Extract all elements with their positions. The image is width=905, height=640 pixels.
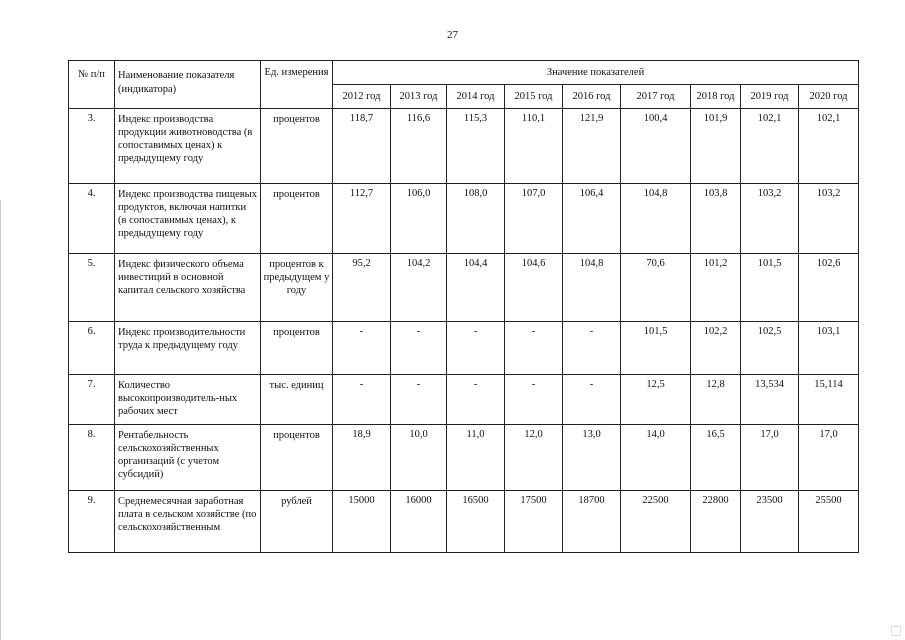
value-cell: 104,2 [391, 254, 447, 322]
table-row [69, 425, 859, 491]
value-cell: - [447, 375, 505, 425]
value-cell: 16500 [447, 491, 505, 553]
value-cell: 18700 [563, 491, 621, 553]
value-cell: 22500 [621, 491, 691, 553]
row-number: 8. [69, 425, 115, 491]
table-row [69, 322, 859, 375]
unit-cell: тыс. единиц [261, 375, 333, 425]
indicator-name: Количество высокопроизводитель-ных рабочих мест [115, 375, 261, 425]
value-cell: 107,0 [505, 184, 563, 254]
value-cell: 23500 [741, 491, 799, 553]
value-cell: 104,8 [621, 184, 691, 254]
header-year: 2015 год [505, 85, 563, 109]
value-cell: - [563, 322, 621, 375]
indicator-name: Индекс производства пищевых продуктов, включая напитки (в сопоставимых ценах), к предыдущему году [115, 184, 261, 254]
indicator-name: Рентабельность сельскохозяйственных организаций (с учетом субсидий) [115, 425, 261, 491]
value-cell: 70,6 [621, 254, 691, 322]
row-number: 5. [69, 254, 115, 322]
value-cell: 17,0 [799, 425, 859, 491]
value-cell: - [333, 375, 391, 425]
table-row [69, 109, 859, 184]
value-cell: - [391, 322, 447, 375]
value-cell: 13,0 [563, 425, 621, 491]
value-cell: 115,3 [447, 109, 505, 184]
value-cell: 25500 [799, 491, 859, 553]
row-number: 4. [69, 184, 115, 254]
value-cell: 12,5 [621, 375, 691, 425]
unit-cell: процентов [261, 322, 333, 375]
page-number: 27 [447, 29, 458, 41]
value-cell: 11,0 [447, 425, 505, 491]
value-cell: 15000 [333, 491, 391, 553]
value-cell: 104,6 [505, 254, 563, 322]
row-number: 9. [69, 491, 115, 553]
header-year: 2016 год [563, 85, 621, 109]
indicators-table [68, 60, 859, 553]
value-cell: 116,6 [391, 109, 447, 184]
row-number: 3. [69, 109, 115, 184]
value-cell: 10,0 [391, 425, 447, 491]
unit-cell: процентов к предыдущем у году [261, 254, 333, 322]
value-cell: 112,7 [333, 184, 391, 254]
value-cell: 102,1 [741, 109, 799, 184]
value-cell: 118,7 [333, 109, 391, 184]
value-cell: 14,0 [621, 425, 691, 491]
header-year: 2013 год [391, 85, 447, 109]
value-cell: - [447, 322, 505, 375]
row-number: 6. [69, 322, 115, 375]
value-cell: 95,2 [333, 254, 391, 322]
table-row [69, 184, 859, 254]
header-year: 2018 год [691, 85, 741, 109]
header-year: 2017 год [621, 85, 691, 109]
corner-mark [891, 626, 901, 636]
page-edge-shadow [0, 200, 1, 640]
value-cell: - [391, 375, 447, 425]
header-num: № п/п [69, 61, 115, 109]
table-row [69, 491, 859, 553]
table-body [69, 109, 859, 553]
row-number: 7. [69, 375, 115, 425]
table-row [69, 375, 859, 425]
value-cell: 16,5 [691, 425, 741, 491]
value-cell: 103,8 [691, 184, 741, 254]
header-name: Наименование показателя (индикатора) [115, 61, 261, 109]
value-cell: - [505, 322, 563, 375]
value-cell: 17500 [505, 491, 563, 553]
value-cell: 103,2 [799, 184, 859, 254]
value-cell: 15,114 [799, 375, 859, 425]
value-cell: 110,1 [505, 109, 563, 184]
value-cell: 103,1 [799, 322, 859, 375]
value-cell: 100,4 [621, 109, 691, 184]
value-cell: 106,4 [563, 184, 621, 254]
value-cell: 101,2 [691, 254, 741, 322]
value-cell: 103,2 [741, 184, 799, 254]
header-year: 2020 год [799, 85, 859, 109]
unit-cell: процентов [261, 184, 333, 254]
value-cell: - [333, 322, 391, 375]
value-cell: - [505, 375, 563, 425]
value-cell: - [563, 375, 621, 425]
value-cell: 102,6 [799, 254, 859, 322]
value-cell: 17,0 [741, 425, 799, 491]
table-row [69, 254, 859, 322]
value-cell: 101,5 [741, 254, 799, 322]
header-values: Значение показателей [333, 61, 859, 85]
value-cell: 108,0 [447, 184, 505, 254]
value-cell: 121,9 [563, 109, 621, 184]
value-cell: 12,0 [505, 425, 563, 491]
value-cell: 104,8 [563, 254, 621, 322]
value-cell: 18,9 [333, 425, 391, 491]
value-cell: 22800 [691, 491, 741, 553]
value-cell: 106,0 [391, 184, 447, 254]
value-cell: 13,534 [741, 375, 799, 425]
unit-cell: процентов [261, 109, 333, 184]
header-year: 2019 год [741, 85, 799, 109]
unit-cell: процентов [261, 425, 333, 491]
value-cell: 16000 [391, 491, 447, 553]
value-cell: 12,8 [691, 375, 741, 425]
header-year: 2014 год [447, 85, 505, 109]
unit-cell: рублей [261, 491, 333, 553]
value-cell: 102,1 [799, 109, 859, 184]
indicator-name: Среднемесячная заработная плата в сельском хозяйстве (по сельскохозяйственным [115, 491, 261, 553]
value-cell: 102,5 [741, 322, 799, 375]
header-unit: Ед. измерения [261, 61, 333, 109]
indicator-name: Индекс физического объема инвестиций в основной капитал сельского хозяйства [115, 254, 261, 322]
header-row-1 [69, 61, 859, 85]
value-cell: 104,4 [447, 254, 505, 322]
indicator-name: Индекс производства продукции животноводства (в сопоставимых ценах) к предыдущему году [115, 109, 261, 184]
value-cell: 101,5 [621, 322, 691, 375]
value-cell: 101,9 [691, 109, 741, 184]
value-cell: 102,2 [691, 322, 741, 375]
header-year: 2012 год [333, 85, 391, 109]
indicator-name: Индекс производительности труда к предыдущему году [115, 322, 261, 375]
